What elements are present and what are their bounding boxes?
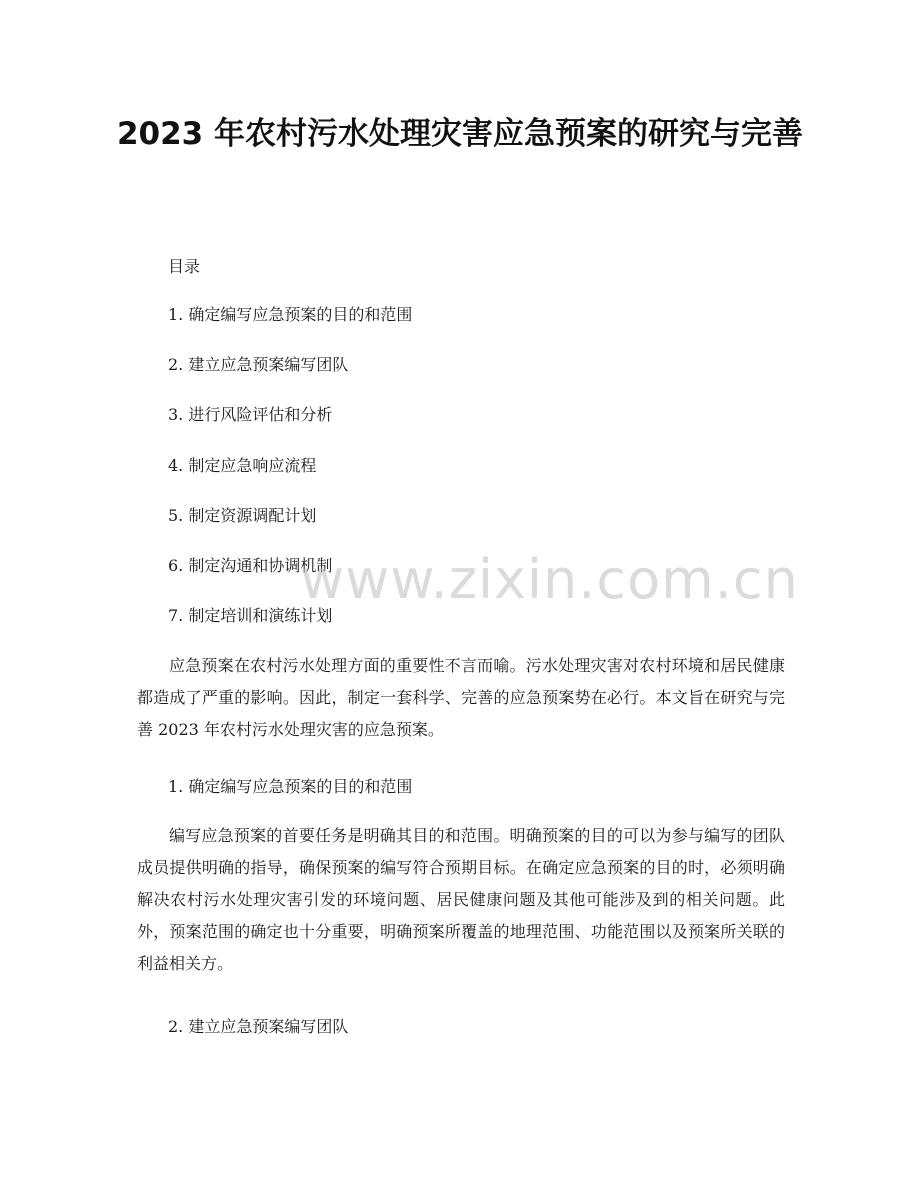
document-title: 2023 年农村污水处理灾害应急预案的研究与完善 [116, 116, 804, 152]
section-body: 编写应急预案的首要任务是明确其目的和范围。明确预案的目的可以为参与编写的团队成员提供明确的指导，确保预案的编写符合预期目标。在确定应急预案的目的时，必须明确解决农村污水处理灾害引发的环境问题、居民健康问题及其他可能涉及到的相关问题。此外，预案范围的确定也十分重要，明确预案所覆盖的地理范围、功能范围以及预案所关联的利益相关方。 [137, 826, 785, 973]
toc-item: 1. 确定编写应急预案的目的和范围 [168, 305, 413, 324]
toc-heading: 目录 [168, 257, 201, 276]
intro-paragraph: 应急预案在农村污水处理方面的重要性不言而喻。污水处理灾害对农村环境和居民健康都造成了严重的影响。因此，制定一套科学、完善的应急预案势在必行。本文旨在研究与完善 2023 年农村污水处理灾害的应急预案。 [137, 656, 785, 739]
toc-item: 3. 进行风险评估和分析 [168, 405, 333, 424]
watermark: www.zixin.com.cn [300, 548, 799, 611]
toc-item: 5. 制定资源调配计划 [168, 506, 317, 525]
toc-item: 2. 建立应急预案编写团队 [168, 355, 349, 374]
section-heading: 1. 确定编写应急预案的目的和范围 [168, 777, 413, 796]
toc-item: 4. 制定应急响应流程 [168, 456, 317, 475]
section-heading: 2. 建立应急预案编写团队 [168, 1017, 349, 1036]
toc-item: 7. 制定培训和演练计划 [168, 606, 333, 625]
toc-item: 6. 制定沟通和协调机制 [168, 556, 333, 575]
